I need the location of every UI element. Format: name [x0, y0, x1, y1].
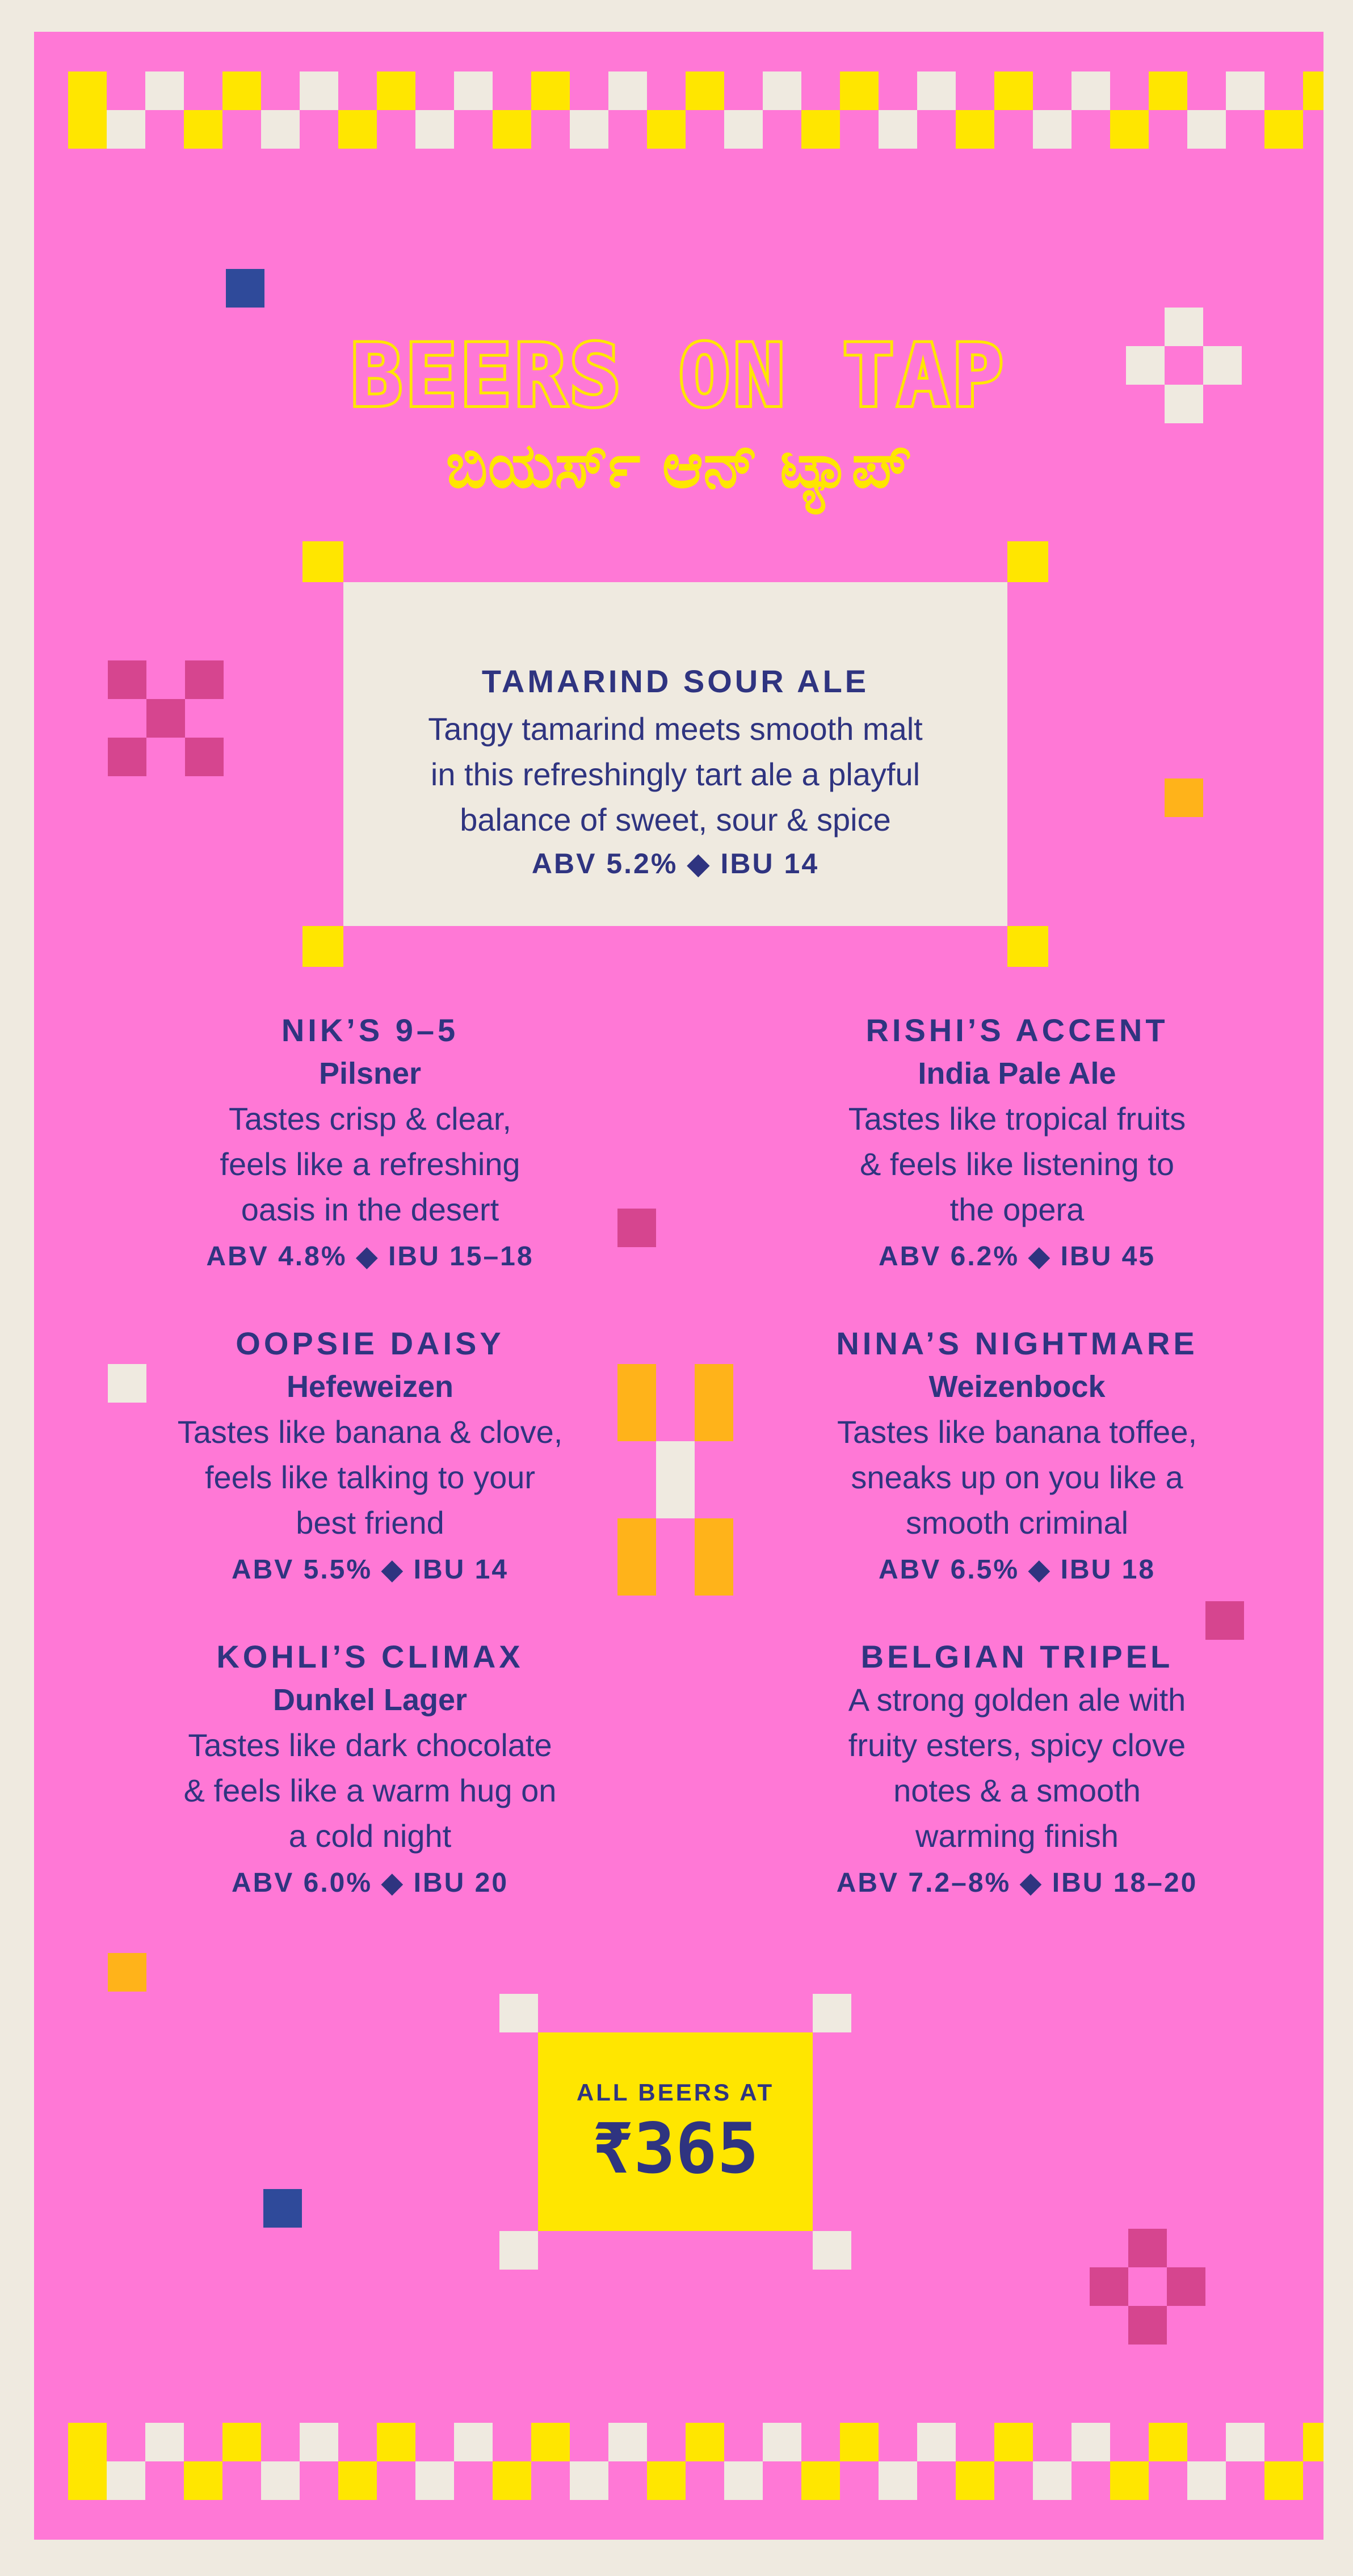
checker-square: [1264, 110, 1303, 149]
checker-square: [994, 71, 1033, 110]
beer-item: [784, 1636, 1250, 1908]
checker-square: [1072, 71, 1110, 110]
beer-name: NIK’S 9–5: [281, 1012, 459, 1048]
checker-square: [879, 110, 917, 149]
description-line: Tastes like dark chocolate: [188, 1727, 552, 1763]
description-line: Tastes like banana toffee,: [837, 1414, 1197, 1450]
checker-square: [184, 110, 222, 149]
checker-square: [68, 71, 107, 110]
checker-square: [724, 2461, 763, 2500]
checker-square: [570, 110, 608, 149]
checker-square: [531, 2423, 570, 2461]
page-title: BEERS ON TAP: [351, 327, 1007, 426]
checker-square: [415, 2461, 454, 2500]
beer-style: Pilsner: [318, 1057, 422, 1091]
decor-square-navy: [226, 269, 264, 308]
page-subtitle-kannada: ಬಿಯರ್ಸ್ ಆನ್ ಟ್ಯಾಪ್: [446, 429, 912, 502]
checker-square: [994, 2423, 1033, 2461]
checker-square: [840, 71, 879, 110]
checker-square: [454, 2423, 493, 2461]
decor-square-navy: [263, 2189, 302, 2228]
checker-square: [840, 2423, 879, 2461]
checker-square: [493, 2461, 531, 2500]
checker-square: [801, 110, 840, 149]
beer-item: [137, 1323, 603, 1594]
description-line: sneaks up on you like a: [851, 1459, 1183, 1495]
checker-square: [68, 110, 107, 149]
checker-square: [377, 71, 415, 110]
checker-square: [879, 2461, 917, 2500]
checker-square: [107, 110, 145, 149]
checker-square: [647, 110, 686, 149]
beer-description: [784, 1409, 1250, 1546]
beer-stats: ABV 6.2% ◆ IBU 45: [878, 1241, 1156, 1272]
beer-name: NINA’S NIGHTMARE: [836, 1325, 1198, 1361]
checker-square: [68, 2461, 107, 2500]
description-line: Tastes crisp & clear,: [229, 1101, 511, 1137]
beer-name: KOHLI’S CLIMAX: [216, 1639, 524, 1674]
checker-square: [1110, 2461, 1149, 2500]
checker-square: [1226, 2423, 1264, 2461]
checker-square: [261, 2461, 300, 2500]
beer-stats: ABV 6.0% ◆ IBU 20: [231, 1868, 509, 1898]
beer-style: Hefeweizen: [286, 1370, 454, 1404]
checker-square: [1187, 2461, 1226, 2500]
beer-item: [137, 1636, 603, 1908]
beer-stats: ABV 6.5% ◆ IBU 18: [878, 1555, 1156, 1585]
description-line: & feels like a warm hug on: [183, 1773, 557, 1808]
beer-name: RISHI’S ACCENT: [865, 1012, 1169, 1048]
price-badge: [538, 2032, 813, 2231]
checker-square: [107, 2461, 145, 2500]
description-line: & feels like listening to: [859, 1146, 1175, 1182]
price-label: ALL BEERS AT: [576, 2079, 775, 2106]
checker-square: [1264, 2461, 1303, 2500]
checker-square: [1226, 71, 1264, 110]
checker-square: [377, 2423, 415, 2461]
description-line: the opera: [949, 1192, 1085, 1227]
decor-square-orange: [1165, 778, 1203, 817]
description-line: fruity esters, spicy clove: [848, 1727, 1186, 1763]
checker-square: [1033, 2461, 1072, 2500]
checker-square: [68, 2423, 107, 2461]
description-line: in this refreshingly tart ale a playful: [430, 756, 921, 792]
description-line: smooth criminal: [905, 1505, 1129, 1540]
price-value: ₹365: [592, 2108, 759, 2189]
checker-square: [686, 71, 724, 110]
checker-square: [184, 2461, 222, 2500]
checker-square: [724, 110, 763, 149]
checker-square: [338, 2461, 377, 2500]
beer-name: BELGIAN TRIPEL: [860, 1639, 1174, 1674]
beer-stats: ABV 4.8% ◆ IBU 15–18: [206, 1241, 534, 1272]
beer-name: OOPSIE DAISY: [236, 1325, 505, 1361]
description-line: balance of sweet, sour & spice: [460, 802, 891, 837]
featured-beer-stats: ABV 5.2% ◆ IBU 14: [531, 848, 820, 879]
beer-description: [137, 1723, 603, 1859]
beer-style: Weizenbock: [928, 1370, 1106, 1404]
checker-square: [956, 110, 994, 149]
checker-square: [222, 2423, 261, 2461]
description-line: a cold night: [288, 1818, 452, 1854]
description-line: oasis in the desert: [241, 1192, 499, 1227]
checker-square: [608, 2423, 647, 2461]
beer-style: Dunkel Lager: [272, 1683, 468, 1717]
checker-square: [1072, 2423, 1110, 2461]
checker-square: [686, 2423, 724, 2461]
description-line: Tangy tamarind meets smooth malt: [428, 711, 923, 747]
checker-square: [1187, 110, 1226, 149]
featured-beer-description: [343, 706, 1007, 843]
description-line: feels like a refreshing: [220, 1146, 520, 1182]
decor-square-magenta: [1205, 1601, 1244, 1640]
checker-square: [647, 2461, 686, 2500]
beer-description: [137, 1096, 603, 1232]
checker-square: [531, 71, 570, 110]
checker-square: [493, 110, 531, 149]
checker-square: [300, 71, 338, 110]
checker-square: [300, 2423, 338, 2461]
beer-stats: ABV 7.2–8% ◆ IBU 18–20: [836, 1868, 1198, 1898]
featured-beer-name: TAMARIND SOUR ALE: [481, 663, 869, 699]
beer-style: India Pale Ale: [918, 1057, 1116, 1091]
decor-square-magenta: [617, 1209, 656, 1247]
checker-square: [956, 2461, 994, 2500]
checker-square: [454, 71, 493, 110]
description-line: A strong golden ale with: [848, 1682, 1186, 1718]
checker-square: [1303, 71, 1323, 110]
checker-square: [1303, 2423, 1323, 2461]
featured-beer-card: [343, 582, 1007, 926]
beer-description: [784, 1096, 1250, 1232]
beer-item: [784, 1323, 1250, 1594]
beer-item: [137, 1010, 603, 1281]
description-line: warming finish: [915, 1818, 1119, 1854]
checker-square: [145, 71, 184, 110]
checker-square: [261, 110, 300, 149]
checker-square: [1033, 110, 1072, 149]
description-line: feels like talking to your: [204, 1459, 536, 1495]
checker-square: [1110, 110, 1149, 149]
checker-square: [222, 71, 261, 110]
checker-square: [338, 110, 377, 149]
checker-square: [415, 110, 454, 149]
checker-square: [917, 2423, 956, 2461]
beer-description: [784, 1677, 1250, 1859]
beer-description: [137, 1409, 603, 1546]
description-line: best friend: [296, 1505, 444, 1540]
description-line: notes & a smooth: [893, 1773, 1141, 1808]
checker-square: [570, 2461, 608, 2500]
checker-square: [917, 71, 956, 110]
checker-square: [763, 71, 801, 110]
description-line: Tastes like banana & clove,: [177, 1414, 563, 1450]
checker-square: [801, 2461, 840, 2500]
beer-item: [784, 1010, 1250, 1281]
menu-board: [34, 32, 1323, 2540]
checker-square: [763, 2423, 801, 2461]
checker-square: [1149, 71, 1187, 110]
decor-square-orange: [108, 1953, 146, 1992]
checker-square: [608, 71, 647, 110]
beer-stats: ABV 5.5% ◆ IBU 14: [231, 1555, 509, 1585]
checker-square: [145, 2423, 184, 2461]
checker-square: [1149, 2423, 1187, 2461]
description-line: Tastes like tropical fruits: [848, 1101, 1186, 1137]
